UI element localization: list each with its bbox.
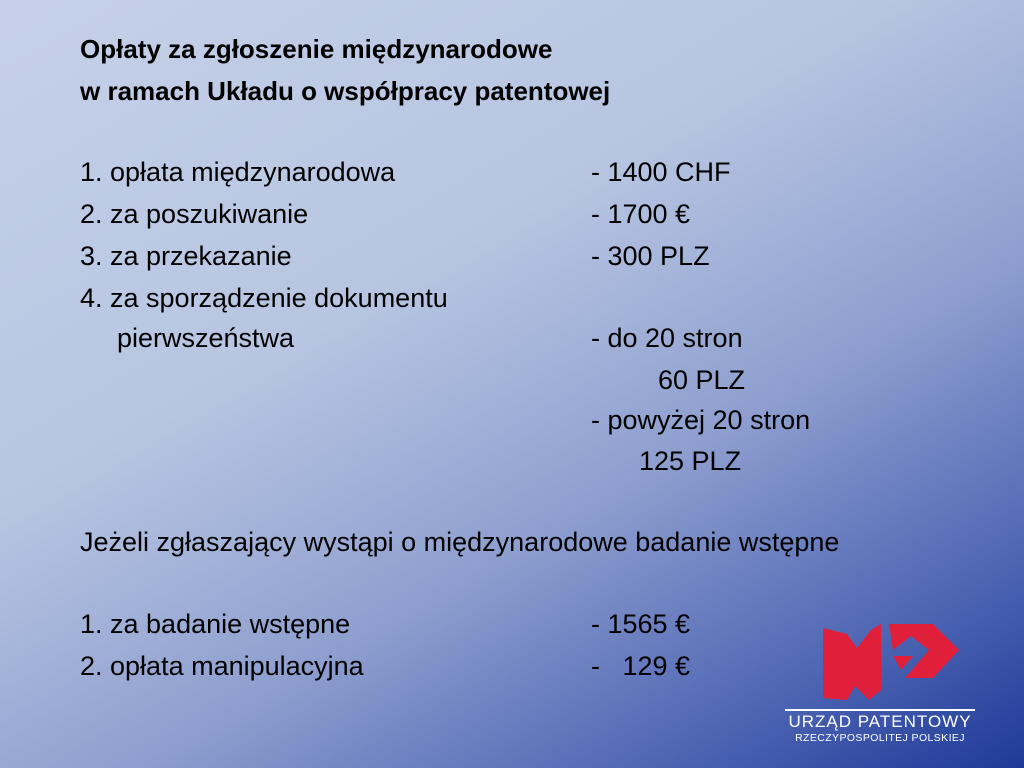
fee-label: 1. opłata międzynarodowa (80, 157, 396, 187)
fee-label: 3. za przekazanie (80, 241, 292, 271)
patent-office-logo (785, 620, 975, 750)
fee-value: - 129 € (591, 651, 691, 681)
logo-divider (785, 709, 975, 711)
fee-tier-over-20: - powyżej 20 stron (591, 405, 811, 435)
fee-label-continued: pierwszeństwa (117, 323, 295, 353)
fee-label: 4. za sporządzenie dokumentu (80, 283, 448, 313)
fee-label: 2. za poszukiwanie (80, 199, 309, 229)
fee-value: - 1700 € (591, 199, 691, 229)
logo-right-shape (889, 624, 959, 678)
fee-tier-up-to-20: - do 20 stron (591, 323, 743, 353)
logo-name: URZĄD PATENTOWY (788, 712, 972, 731)
logo-left-shape (823, 624, 881, 700)
fee-value: - 1400 CHF (591, 157, 731, 187)
fee-amount: 125 PLZ (639, 446, 742, 476)
logo-subtitle: RZECZYPOSPOLITEJ POLSKIEJ (795, 732, 965, 744)
logo-emblem-icon (823, 620, 963, 702)
fee-amount: 60 PLZ (658, 365, 746, 395)
slide-title (80, 28, 610, 112)
logo-right-notch (893, 656, 913, 670)
fee-value: - 300 PLZ (591, 241, 710, 271)
examination-intro: Jeżeli zgłaszający wystąpi o międzynarodowe badanie wstępne (80, 527, 840, 557)
title-line-2: w ramach Układu o współpracy patentowej (80, 76, 611, 106)
fee-value: - 1565 € (591, 609, 691, 639)
fee-label: 2. opłata manipulacyjna (80, 651, 364, 681)
fee-label: 1. za badanie wstępne (80, 609, 351, 639)
title-line-1: Opłaty za zgłoszenie międzynarodowe (80, 34, 553, 64)
